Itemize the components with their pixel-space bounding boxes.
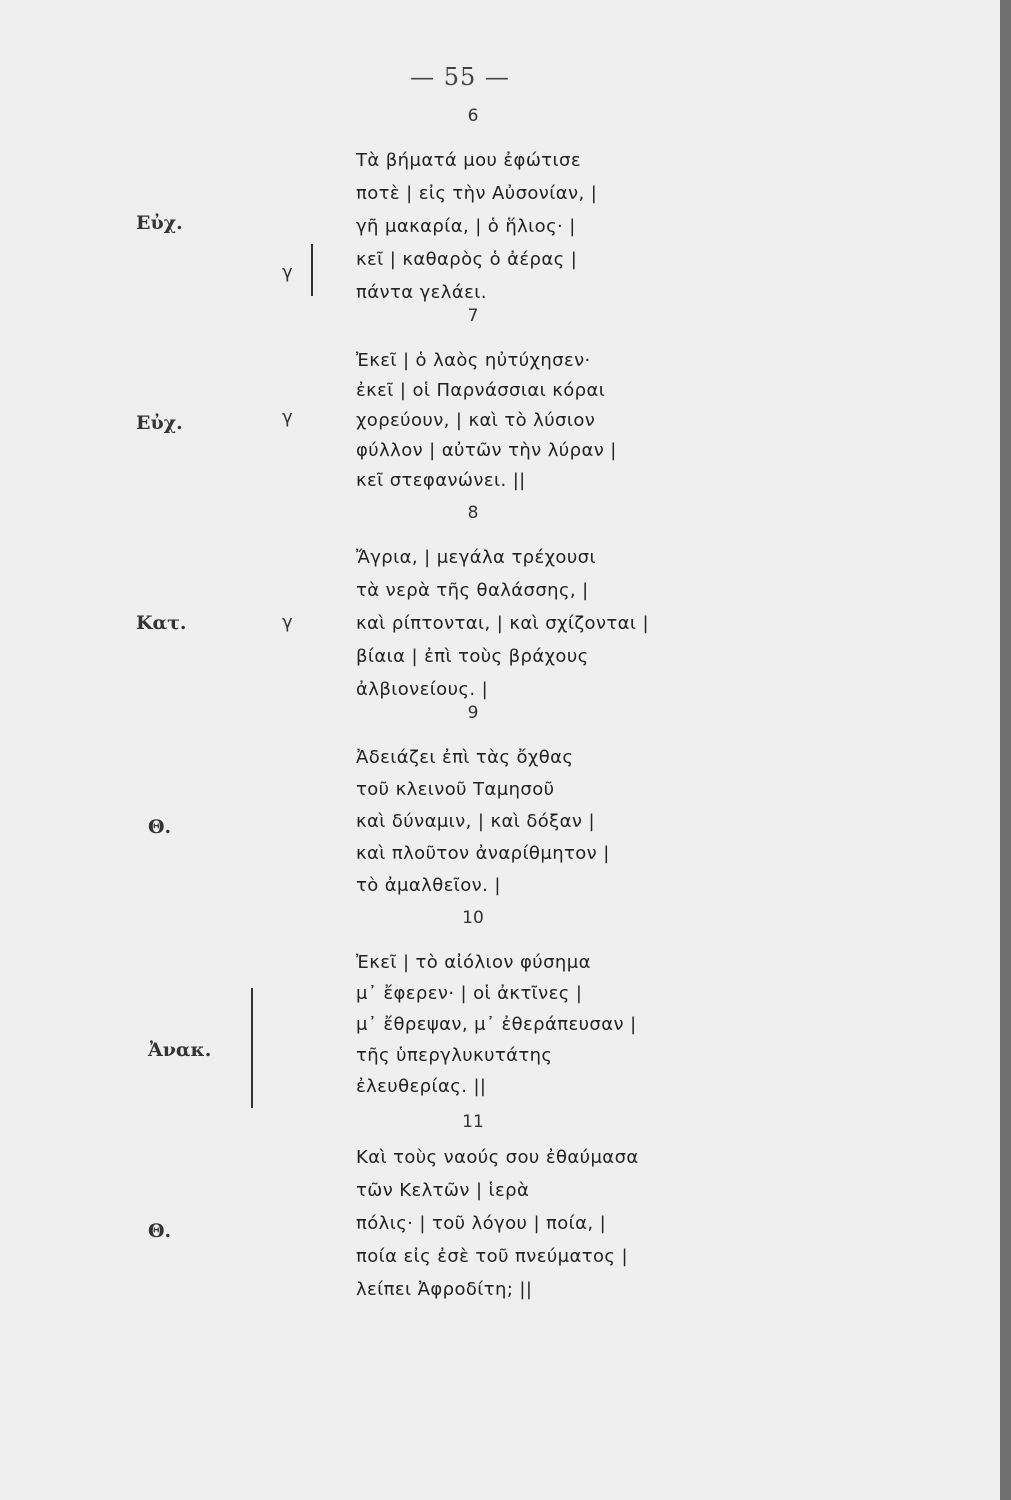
brace-mark: [311, 244, 313, 296]
stanza-number: 8: [467, 503, 479, 523]
verse-line: τῶν Κελτῶν | ἱερὰ: [356, 1180, 530, 1201]
stanza-number: 11: [462, 1112, 484, 1132]
page-number: — 55 —: [410, 63, 510, 91]
verse-line: τὸ ἀμαλθεῖον. |: [356, 875, 501, 896]
stanza-number: 6: [467, 106, 479, 126]
verse-line: καὶ πλοῦτον ἀναρίθμητον |: [356, 843, 610, 864]
gamma-mark: γ: [282, 407, 293, 428]
verse-line: ἐκεῖ | οἱ Παρνάσσιαι κόραι: [356, 380, 606, 401]
verse-line: Ἐκεῖ | τὸ αἰόλιον φύσημα: [356, 952, 591, 973]
verse-line: Ἐκεῖ | ὁ λαὸς ηὐτύχησεν·: [356, 350, 591, 371]
verse-line: καὶ δύναμιν, | καὶ δόξαν |: [356, 811, 595, 832]
stanza-number: 9: [467, 703, 479, 723]
verse-line: ἐλευθερίας. ||: [356, 1076, 487, 1097]
verse-line: γῆ μακαρία, | ὁ ἥλιος· |: [356, 216, 576, 237]
margin-label-anak: Ἀνακ.: [148, 1039, 212, 1061]
gamma-mark: γ: [282, 612, 293, 633]
verse-line: Ἄγρια, | μεγάλα τρέχουσι: [356, 547, 596, 568]
verse-line: χορεύουν, | καὶ τὸ λύσιον: [356, 410, 596, 431]
verse-line: ποία εἰς ἐσὲ τοῦ πνεύματος |: [356, 1246, 628, 1267]
verse-line: μ᾽ ἔφερεν· | οἱ ἀκτῖνες |: [356, 983, 583, 1004]
margin-label-euch: Εὐχ.: [136, 412, 183, 434]
gamma-mark: γ: [282, 262, 293, 283]
page-edge-shadow: [1000, 0, 1011, 1500]
verse-line: καὶ ρίπτονται, | καὶ σχίζονται |: [356, 613, 649, 634]
verse-line: Ἀδειάζει ἐπὶ τὰς ὄχθας: [356, 747, 574, 768]
verse-line: πόλις· | τοῦ λόγου | ποία, |: [356, 1213, 607, 1234]
stanza-number: 7: [467, 306, 479, 326]
verse-line: κεῖ | καθαρὸς ὁ ἀέρας |: [356, 249, 578, 270]
verse-line: φύλλον | αὐτῶν τὴν λύραν |: [356, 440, 617, 461]
verse-line: τοῦ κλεινοῦ Ταμησοῦ: [356, 779, 555, 800]
verse-line: κεῖ στεφανώνει. ||: [356, 470, 526, 491]
margin-label-theta: Θ.: [148, 816, 172, 838]
verse-line: τὰ νερὰ τῆς θαλάσσης, |: [356, 580, 589, 601]
verse-line: πάντα γελάει.: [356, 282, 487, 303]
verse-line: βίαια | ἐπὶ τοὺς βράχους: [356, 646, 589, 667]
verse-line: Τὰ βήματά μου ἐφώτισε: [356, 150, 581, 171]
margin-label-theta: Θ.: [148, 1220, 172, 1242]
brace-mark: [251, 988, 253, 1108]
verse-line: τῆς ὑπεργλυκυτάτης: [356, 1045, 553, 1066]
verse-line: ποτὲ | εἰς τὴν Αὐσονίαν, |: [356, 183, 598, 204]
verse-line: μ᾽ ἔθρεψαν, μ᾽ ἐθεράπευσαν |: [356, 1014, 637, 1035]
verse-line: ἀλβιονείους. |: [356, 679, 489, 700]
stanza-number: 10: [462, 908, 484, 928]
margin-label-kat: Κατ.: [136, 612, 187, 634]
margin-label-euch: Εὐχ.: [136, 212, 183, 234]
verse-line: λείπει Ἀφροδίτη; ||: [356, 1279, 533, 1300]
verse-line: Καὶ τοὺς ναούς σου ἐθαύμασα: [356, 1147, 639, 1168]
